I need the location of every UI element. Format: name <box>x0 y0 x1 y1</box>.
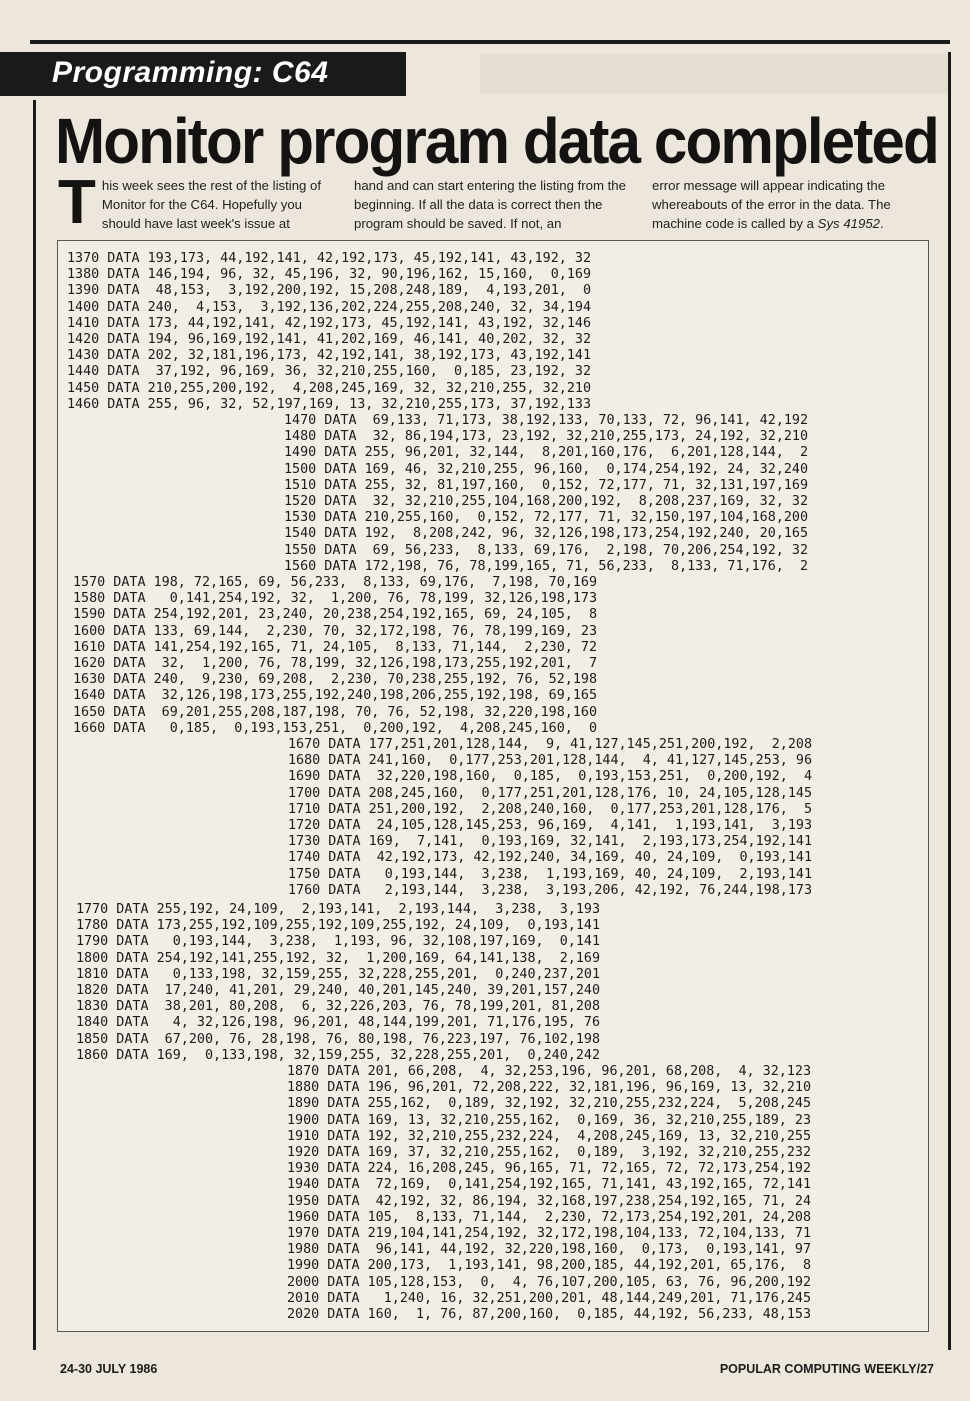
listing-line: 1630 DATA 240, 9,230, 69,208, 2,230, 70,238,255,192, 76, 52,198 <box>73 672 598 688</box>
listing-line: 2000 DATA 105,128,153, 0, 4, 76,107,200,105, 63, 76, 96,200,192 <box>287 1274 812 1290</box>
listing-line: 1750 DATA 0,193,144, 3,238, 1,193,169, 40, 24,109, 2,193,141 <box>288 866 813 882</box>
intro-col1-text: his week sees the rest of the listing of Monitor for the C64. Hopefully you should have last week's issue at <box>101 178 322 231</box>
listing-line: 1970 DATA 219,104,141,254,192, 32,172,198,104,133, 72,104,133, 71 <box>287 1226 812 1242</box>
intro-col3-end: . <box>880 216 884 231</box>
listing-line: 1980 DATA 96,141, 44,192, 32,220,198,160, 0,173, 0,193,141, 97 <box>287 1242 812 1258</box>
listing-line: 1850 DATA 67,200, 76, 28,198, 76, 80,198, 76,223,197, 76,102,198 <box>76 1031 601 1047</box>
footer-date: 24-30 JULY 1986 <box>60 1362 158 1376</box>
show-through-area <box>480 54 950 94</box>
listing-line: 1810 DATA 0,133,198, 32,159,255, 32,228,255,201, 0,240,237,201 <box>76 966 601 982</box>
listing-line: 1690 DATA 32,220,198,160, 0,185, 0,193,153,251, 0,200,192, 4 <box>288 769 813 785</box>
intro-column-1 <box>58 168 340 237</box>
listing-line: 1580 DATA 0,141,254,192, 32, 1,200, 76, 78,199, 32,126,198,173 <box>73 591 598 607</box>
section-banner <box>0 52 406 96</box>
listing-line: 1480 DATA 32, 86,194,173, 23,192, 32,210,255,173, 24,192, 32,210 <box>284 429 809 445</box>
listing-line: 1770 DATA 255,192, 24,109, 2,193,141, 2,193,144, 3,238, 3,193 <box>76 902 601 917</box>
listing-line: 1760 DATA 2,193,144, 3,238, 3,193,206, 42,192, 76,244,198,173 <box>288 882 813 898</box>
listing-line: 1960 DATA 105, 8,133, 71,144, 2,230, 72,173,254,192,201, 24,208 <box>287 1209 812 1225</box>
listing-line: 2020 DATA 160, 1, 76, 87,200,160, 0,185, 44,192, 56,233, 48,153 <box>287 1307 812 1323</box>
listing-block-6 <box>287 1064 811 1323</box>
listing-line: 1410 DATA 173, 44,192,141, 42,192,173, 45,192,141, 43,192, 32,146 <box>67 315 592 331</box>
listing-line: 1450 DATA 210,255,200,192, 4,208,245,169, 32, 32,210,255, 32,210 <box>67 380 592 396</box>
listing-line: 1840 DATA 4, 32,126,198, 96,201, 48,144,199,201, 71,176,195, 76 <box>76 1015 601 1031</box>
listing-line: 1460 DATA 255, 96, 32, 52,197,169, 13, 32,210,255,173, 37,192,133 <box>67 396 592 412</box>
listing-line: 1830 DATA 38,201, 80,208, 6, 32,226,203, 76, 78,199,201, 81,208 <box>76 999 601 1015</box>
footer-publication: POPULAR COMPUTING WEEKLY/27 <box>719 1362 934 1376</box>
frame-left-rule <box>33 100 36 1350</box>
listing-line: 1470 DATA 69,133, 71,173, 38,192,133, 70,133, 72, 96,141, 42,192 <box>284 413 809 428</box>
drop-cap: T <box>58 168 96 237</box>
listing-line: 1440 DATA 37,192, 96,169, 36, 32,210,255,160, 0,185, 23,192, 32 <box>67 364 592 380</box>
listing-block-2 <box>284 413 808 575</box>
listing-line: 1990 DATA 200,173, 1,193,141, 98,200,185, 44,192,201, 65,176, 8 <box>287 1258 812 1274</box>
frame-right-rule <box>948 52 951 1350</box>
listing-line: 1380 DATA 146,194, 96, 32, 45,196, 32, 90,196,162, 15,160, 0,169 <box>67 267 592 283</box>
section-title: Programming: C64 <box>52 56 329 89</box>
listing-line: 1920 DATA 169, 37, 32,210,255,162, 0,189, 3,192, 32,210,255,232 <box>287 1145 812 1161</box>
listing-line: 1490 DATA 255, 96,201, 32,144, 8,201,160,176, 6,201,128,144, 2 <box>284 445 809 461</box>
listing-line: 1420 DATA 194, 96,169,192,141, 41,202,169, 46,141, 40,202, 32, 32 <box>67 332 592 348</box>
listing-line: 1890 DATA 255,162, 0,189, 32,192, 32,210,255,232,224, 5,208,245 <box>287 1096 812 1112</box>
headline: Monitor program data completed <box>55 105 938 177</box>
listing-line: 1670 DATA 177,251,201,128,144, 9, 41,127,145,251,200,192, 2,208 <box>288 737 813 752</box>
listing-line: 1550 DATA 69, 56,233, 8,133, 69,176, 2,198, 70,206,254,192, 32 <box>284 542 809 558</box>
listing-line: 1530 DATA 210,255,160, 0,152, 72,177, 71, 32,150,197,104,168,200 <box>284 510 809 526</box>
listing-line: 1620 DATA 32, 1,200, 76, 78,199, 32,126,198,173,255,192,201, 7 <box>73 656 598 672</box>
listing-line: 1590 DATA 254,192,201, 23,240, 20,238,254,192,165, 69, 24,105, 8 <box>73 607 598 623</box>
listing-line: 1510 DATA 255, 32, 81,197,160, 0,152, 72,177, 71, 32,131,197,169 <box>284 477 809 493</box>
listing-line: 1860 DATA 169, 0,133,198, 32,159,255, 32,228,255,201, 0,240,242 <box>76 1047 601 1063</box>
listing-line: 1930 DATA 224, 16,208,245, 96,165, 71, 72,165, 72, 72,173,254,192 <box>287 1161 812 1177</box>
listing-line: 1730 DATA 169, 7,141, 0,193,169, 32,141, 2,193,173,254,192,141 <box>288 834 813 850</box>
listing-line: 1650 DATA 69,201,255,208,187,198, 70, 76, 52,198, 32,220,198,160 <box>73 704 598 720</box>
listing-line: 1780 DATA 173,255,192,109,255,192,109,255,192, 24,109, 0,193,141 <box>76 918 601 934</box>
listing-block-1 <box>67 251 591 413</box>
listing-line: 1740 DATA 42,192,173, 42,192,240, 34,169, 40, 24,109, 0,193,141 <box>288 850 813 866</box>
listing-line: 1910 DATA 192, 32,210,255,232,224, 4,208,245,169, 13, 32,210,255 <box>287 1128 812 1144</box>
listing-line: 1500 DATA 169, 46, 32,210,255, 96,160, 0,174,254,192, 24, 32,240 <box>284 461 809 477</box>
listing-line: 1570 DATA 198, 72,165, 69, 56,233, 8,133, 69,176, 7,198, 70,169 <box>73 575 598 590</box>
listing-line: 1950 DATA 42,192, 32, 86,194, 32,168,197,238,254,192,165, 71, 24 <box>287 1193 812 1209</box>
sys-command: Sys 41952 <box>817 216 880 231</box>
intro-col2-text: hand and can start entering the listing from the beginning. If all the data is correct then the program should be saved. If not, an <box>354 178 626 231</box>
listing-line: 1520 DATA 32, 32,210,255,104,168,200,192, 8,208,237,169, 32, 32 <box>284 494 809 510</box>
listing-line: 1700 DATA 208,245,160, 0,177,251,201,128,176, 10, 24,105,128,145 <box>288 785 813 801</box>
listing-line: 1640 DATA 32,126,198,173,255,192,240,198,206,255,192,198, 69,165 <box>73 688 598 704</box>
intro-column-2 <box>354 176 636 233</box>
listing-line: 1720 DATA 24,105,128,145,253, 96,169, 4,141, 1,193,141, 3,193 <box>288 818 813 834</box>
listing-line: 1430 DATA 202, 32,181,196,173, 42,192,141, 38,192,173, 43,192,141 <box>67 348 592 364</box>
listing-line: 1600 DATA 133, 69,144, 2,230, 70, 32,172,198, 76, 78,199,169, 23 <box>73 623 598 639</box>
listing-line: 1790 DATA 0,193,144, 3,238, 1,193, 96, 32,108,197,169, 0,141 <box>76 934 601 950</box>
listing-block-5 <box>76 902 600 1064</box>
listing-line: 1610 DATA 141,254,192,165, 71, 24,105, 8,133, 71,144, 2,230, 72 <box>73 639 598 655</box>
listing-line: 1900 DATA 169, 13, 32,210,255,162, 0,169, 36, 32,210,255,189, 23 <box>287 1112 812 1128</box>
listing-block-3 <box>73 575 597 737</box>
intro-column-3 <box>652 176 934 233</box>
listing-line: 1880 DATA 196, 96,201, 72,208,222, 32,181,196, 96,169, 13, 32,210 <box>287 1080 812 1096</box>
listing-line: 1400 DATA 240, 4,153, 3,192,136,202,224,255,208,240, 32, 34,194 <box>67 299 592 315</box>
listing-line: 1390 DATA 48,153, 3,192,200,192, 15,208,248,189, 4,193,201, 0 <box>67 283 592 299</box>
listing-block-4 <box>288 737 812 899</box>
listing-line: 1660 DATA 0,185, 0,193,153,251, 0,200,192, 4,208,245,160, 0 <box>73 720 598 736</box>
listing-line: 1680 DATA 241,160, 0,177,253,201,128,144, 4, 41,127,145,253, 96 <box>288 753 813 769</box>
listing-line: 1560 DATA 172,198, 76, 78,199,165, 71, 56,233, 8,133, 71,176, 2 <box>284 558 809 574</box>
listing-line: 2010 DATA 1,240, 16, 32,251,200,201, 48,144,249,201, 71,176,245 <box>287 1290 812 1306</box>
listing-line: 1710 DATA 251,200,192, 2,208,240,160, 0,177,253,201,128,176, 5 <box>288 801 813 817</box>
listing-line: 1940 DATA 72,169, 0,141,254,192,165, 71,141, 43,192,165, 72,141 <box>287 1177 812 1193</box>
listing-line: 1540 DATA 192, 8,208,242, 96, 32,126,198,173,254,192,240, 20,165 <box>284 526 809 542</box>
intro-col3-text: error message will appear indicating the whereabouts of the error in the data. The machine code is called by a <box>652 178 891 231</box>
top-rule <box>30 40 950 44</box>
listing-line: 1820 DATA 17,240, 41,201, 29,240, 40,201,145,240, 39,201,157,240 <box>76 983 601 999</box>
listing-line: 1370 DATA 193,173, 44,192,141, 42,192,173, 45,192,141, 43,192, 32 <box>67 251 592 266</box>
listing-line: 1870 DATA 201, 66,208, 4, 32,253,196, 96,201, 68,208, 4, 32,123 <box>287 1064 812 1079</box>
listing-line: 1800 DATA 254,192,141,255,192, 32, 1,200,169, 64,141,138, 2,169 <box>76 950 601 966</box>
